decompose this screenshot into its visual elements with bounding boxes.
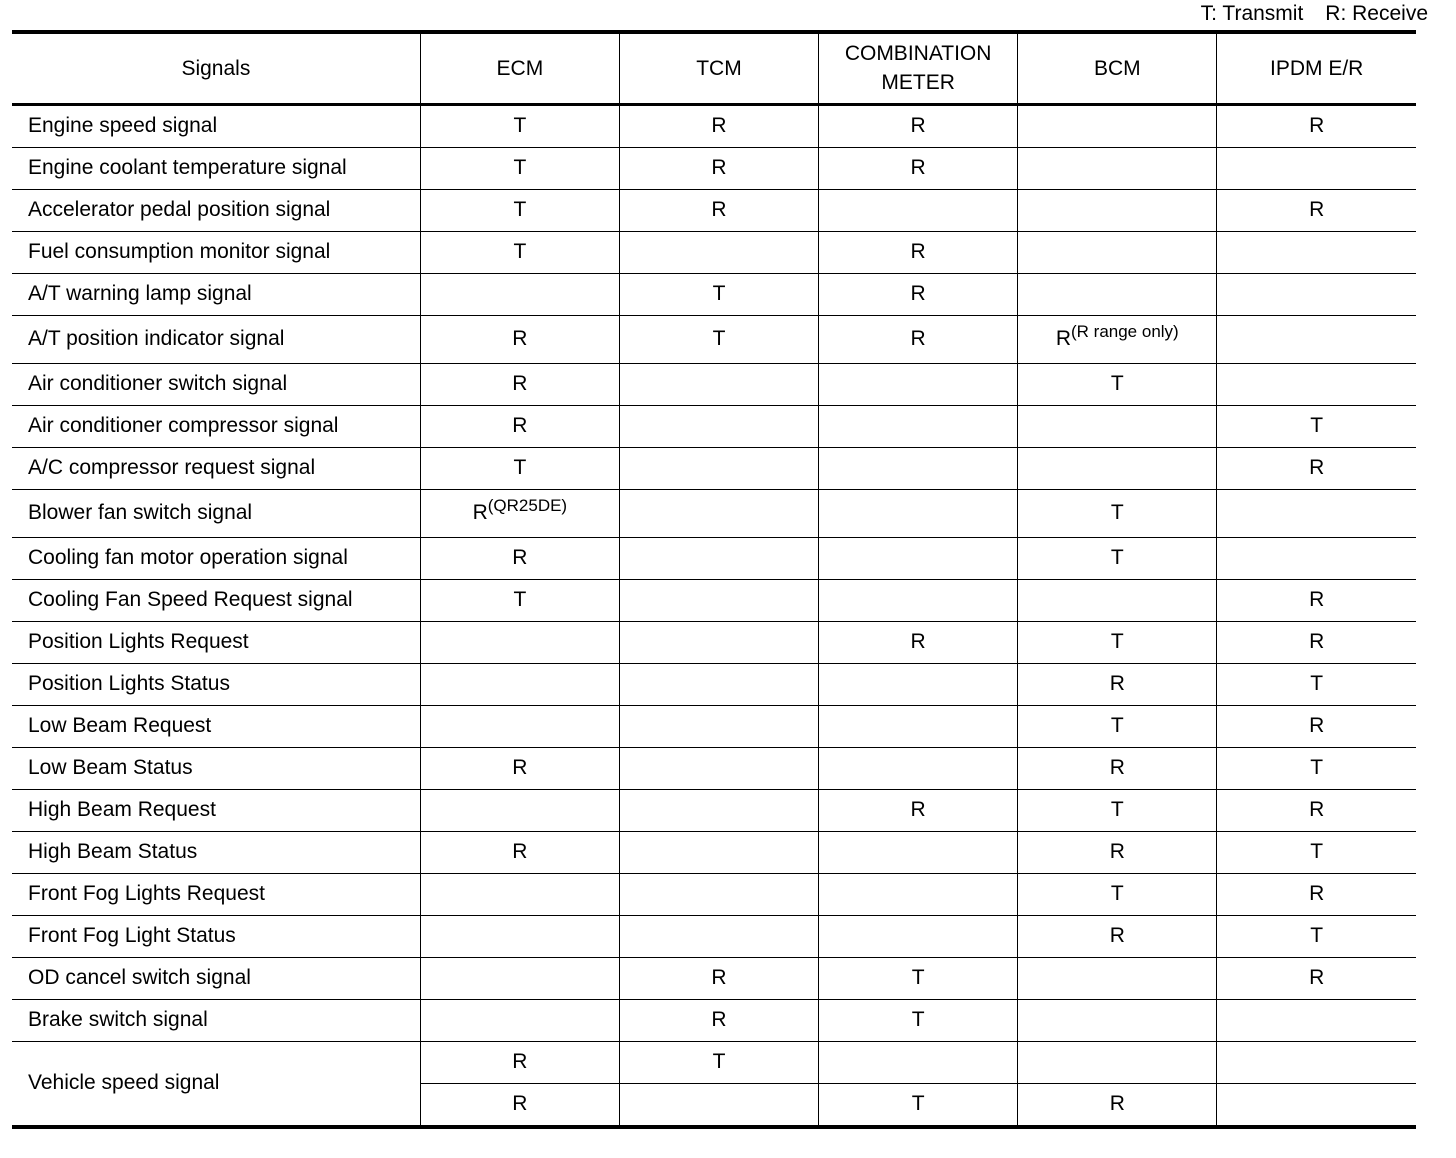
signal-table-container [12, 30, 1416, 1129]
table-row [12, 489, 1416, 537]
bcm-cell [1018, 315, 1217, 363]
table-row [12, 915, 1416, 957]
meter-cell [819, 363, 1018, 405]
tcm-cell: T [619, 315, 818, 363]
bcm-cell [1018, 231, 1217, 273]
header-ecm: ECM [420, 32, 619, 104]
meter-cell [819, 579, 1018, 621]
ipdm-cell [1217, 537, 1416, 579]
ipdm-cell: R [1217, 579, 1416, 621]
signal-name: Position Lights Status [12, 663, 420, 705]
ipdm-cell [1217, 363, 1416, 405]
meter-cell [819, 831, 1018, 873]
ipdm-cell [1217, 147, 1416, 189]
ecm-cell: R [420, 315, 619, 363]
ecm-cell: T [420, 147, 619, 189]
ecm-cell: R [420, 405, 619, 447]
bcm-cell: R [1018, 831, 1217, 873]
tcm-cell: R [619, 189, 818, 231]
tcm-cell [619, 405, 818, 447]
bcm-cell: R [1018, 915, 1217, 957]
bcm-cell: T [1018, 363, 1217, 405]
table-row [12, 447, 1416, 489]
ecm-cell: R [420, 1041, 619, 1083]
signal-name: Air conditioner switch signal [12, 363, 420, 405]
ecm-cell [420, 915, 619, 957]
tcm-cell [619, 747, 818, 789]
table-row [12, 873, 1416, 915]
ipdm-cell: T [1217, 405, 1416, 447]
bcm-cell [1018, 405, 1217, 447]
signal-name: Low Beam Status [12, 747, 420, 789]
ecm-cell [420, 489, 619, 537]
table-row [12, 579, 1416, 621]
table-row [12, 104, 1416, 147]
bcm-cell: T [1018, 705, 1217, 747]
ipdm-cell: R [1217, 957, 1416, 999]
tcm-cell [619, 447, 818, 489]
bcm-cell: T [1018, 873, 1217, 915]
meter-cell [819, 405, 1018, 447]
bcm-cell: T [1018, 789, 1217, 831]
header-combination-meter-line1: COMBINATION [844, 42, 992, 66]
tcm-cell [619, 537, 818, 579]
signal-name: Cooling Fan Speed Request signal [12, 579, 420, 621]
meter-cell [819, 1041, 1018, 1083]
table-row [12, 231, 1416, 273]
bcm-cell [1018, 999, 1217, 1041]
meter-cell [819, 663, 1018, 705]
table-row [12, 747, 1416, 789]
meter-cell: R [819, 315, 1018, 363]
bcm-cell [1018, 273, 1217, 315]
ipdm-cell: R [1217, 621, 1416, 663]
table-row [12, 363, 1416, 405]
tcm-cell: T [619, 273, 818, 315]
ecm-cell: T [420, 189, 619, 231]
meter-cell [819, 537, 1018, 579]
ipdm-cell [1217, 489, 1416, 537]
ipdm-cell [1217, 231, 1416, 273]
bcm-cell: T [1018, 537, 1217, 579]
ipdm-cell: R [1217, 789, 1416, 831]
table-row [12, 315, 1416, 363]
signal-name: Blower fan switch signal [12, 489, 420, 537]
ecm-cell [420, 957, 619, 999]
meter-cell [819, 915, 1018, 957]
table-row [12, 405, 1416, 447]
signal-name: High Beam Request [12, 789, 420, 831]
table-row [12, 663, 1416, 705]
ecm-cell: T [420, 104, 619, 147]
ipdm-cell [1217, 1083, 1416, 1127]
legend [1179, 0, 1428, 28]
meter-cell [819, 747, 1018, 789]
signal-name: Low Beam Request [12, 705, 420, 747]
signal-name: Brake switch signal [12, 999, 420, 1041]
bcm-cell: R [1018, 1083, 1217, 1127]
tcm-cell: R [619, 104, 818, 147]
table-body [12, 104, 1416, 1127]
signal-name: Engine speed signal [28, 114, 218, 137]
signal-name: High Beam Status [12, 831, 420, 873]
header-signals: Signals [181, 56, 251, 80]
meter-cell: R [819, 231, 1018, 273]
signal-name: A/T warning lamp signal [12, 273, 420, 315]
header-bcm: BCM [1018, 32, 1217, 104]
ecm-cell: R [420, 1083, 619, 1127]
ecm-value: R [472, 501, 488, 524]
ipdm-cell [1217, 1041, 1416, 1083]
signal-name: Front Fog Light Status [12, 915, 420, 957]
signal-name: Accelerator pedal position signal [12, 189, 420, 231]
bcm-cell: R [1018, 747, 1217, 789]
meter-cell: R [819, 789, 1018, 831]
ecm-cell: R [420, 537, 619, 579]
tcm-cell [619, 579, 818, 621]
ipdm-cell: T [1217, 663, 1416, 705]
bcm-value: R [1055, 327, 1071, 350]
tcm-cell [619, 489, 818, 537]
table-row [12, 705, 1416, 747]
ipdm-cell: T [1217, 831, 1416, 873]
ecm-cell [420, 789, 619, 831]
tcm-cell [619, 363, 818, 405]
table-row [12, 147, 1416, 189]
tcm-cell [619, 231, 818, 273]
meter-cell: R [819, 104, 1018, 147]
bcm-footnote: (R range only) [1071, 322, 1179, 341]
signal-name: Cooling fan motor operation signal [12, 537, 420, 579]
table-row [12, 189, 1416, 231]
table-row [12, 1041, 1416, 1083]
table-row [12, 537, 1416, 579]
bcm-cell: T [1018, 489, 1217, 537]
meter-cell: T [819, 1083, 1018, 1127]
header-combination-meter-line2: METER [881, 71, 955, 95]
bcm-cell: R [1018, 663, 1217, 705]
tcm-cell [619, 1083, 818, 1127]
signal-name: A/C compressor request signal [12, 447, 420, 489]
ipdm-cell: R [1217, 189, 1416, 231]
legend-transmit: T: Transmit [1200, 2, 1304, 25]
meter-cell: R [819, 273, 1018, 315]
tcm-cell [619, 915, 818, 957]
tcm-cell [619, 831, 818, 873]
tcm-cell: T [619, 1041, 818, 1083]
signal-name: A/T position indicator signal [12, 315, 420, 363]
ecm-cell: R [420, 747, 619, 789]
meter-cell [819, 447, 1018, 489]
meter-cell [819, 873, 1018, 915]
ecm-cell: T [420, 579, 619, 621]
bcm-cell [1018, 189, 1217, 231]
table-row [12, 789, 1416, 831]
ecm-footnote: (QR25DE) [487, 496, 568, 515]
legend-receive: R: Receive [1325, 2, 1428, 25]
bcm-cell [1018, 447, 1217, 489]
bcm-cell [1018, 579, 1217, 621]
signal-name: Vehicle speed signal [12, 1041, 420, 1127]
meter-cell [819, 189, 1018, 231]
table-header-row [12, 32, 1416, 104]
meter-cell [819, 489, 1018, 537]
ecm-cell: R [420, 363, 619, 405]
header-tcm: TCM [619, 32, 818, 104]
ecm-cell [420, 273, 619, 315]
ipdm-cell: R [1217, 104, 1416, 147]
ecm-cell: R [420, 831, 619, 873]
signal-name: Fuel consumption monitor signal [12, 231, 420, 273]
header-combination-meter [819, 32, 1018, 104]
tcm-cell [619, 621, 818, 663]
ipdm-cell [1217, 315, 1416, 363]
signal-name: OD cancel switch signal [12, 957, 420, 999]
bcm-cell: T [1018, 621, 1217, 663]
signal-name: Engine coolant temperature signal [12, 147, 420, 189]
table-row [12, 831, 1416, 873]
ipdm-cell: R [1217, 873, 1416, 915]
header-ipdm: IPDM E/R [1217, 32, 1416, 104]
ecm-cell [420, 873, 619, 915]
ecm-cell: T [420, 231, 619, 273]
tcm-cell: R [619, 147, 818, 189]
ecm-cell [420, 663, 619, 705]
can-signal-table [12, 30, 1416, 1129]
ecm-cell [420, 621, 619, 663]
tcm-cell [619, 663, 818, 705]
bcm-cell [1018, 104, 1217, 147]
bcm-cell [1018, 1041, 1217, 1083]
ipdm-cell: R [1217, 447, 1416, 489]
tcm-cell [619, 873, 818, 915]
ecm-cell: T [420, 447, 619, 489]
tcm-cell: R [619, 999, 818, 1041]
ipdm-cell [1217, 273, 1416, 315]
table-row [12, 273, 1416, 315]
table-row [12, 957, 1416, 999]
tcm-cell: R [619, 957, 818, 999]
ecm-cell [420, 999, 619, 1041]
bcm-cell [1018, 147, 1217, 189]
signal-name: Position Lights Request [12, 621, 420, 663]
signal-name: Front Fog Lights Request [12, 873, 420, 915]
meter-cell: T [819, 957, 1018, 999]
tcm-cell [619, 789, 818, 831]
ecm-cell [420, 705, 619, 747]
meter-cell: T [819, 999, 1018, 1041]
meter-cell [819, 705, 1018, 747]
table-row [12, 999, 1416, 1041]
ipdm-cell [1217, 999, 1416, 1041]
table-row [12, 621, 1416, 663]
bcm-cell [1018, 957, 1217, 999]
tcm-cell [619, 705, 818, 747]
ipdm-cell: T [1217, 915, 1416, 957]
meter-cell: R [819, 147, 1018, 189]
signal-name: Air conditioner compressor signal [12, 405, 420, 447]
meter-cell: R [819, 621, 1018, 663]
ipdm-cell: R [1217, 705, 1416, 747]
ipdm-cell: T [1217, 747, 1416, 789]
